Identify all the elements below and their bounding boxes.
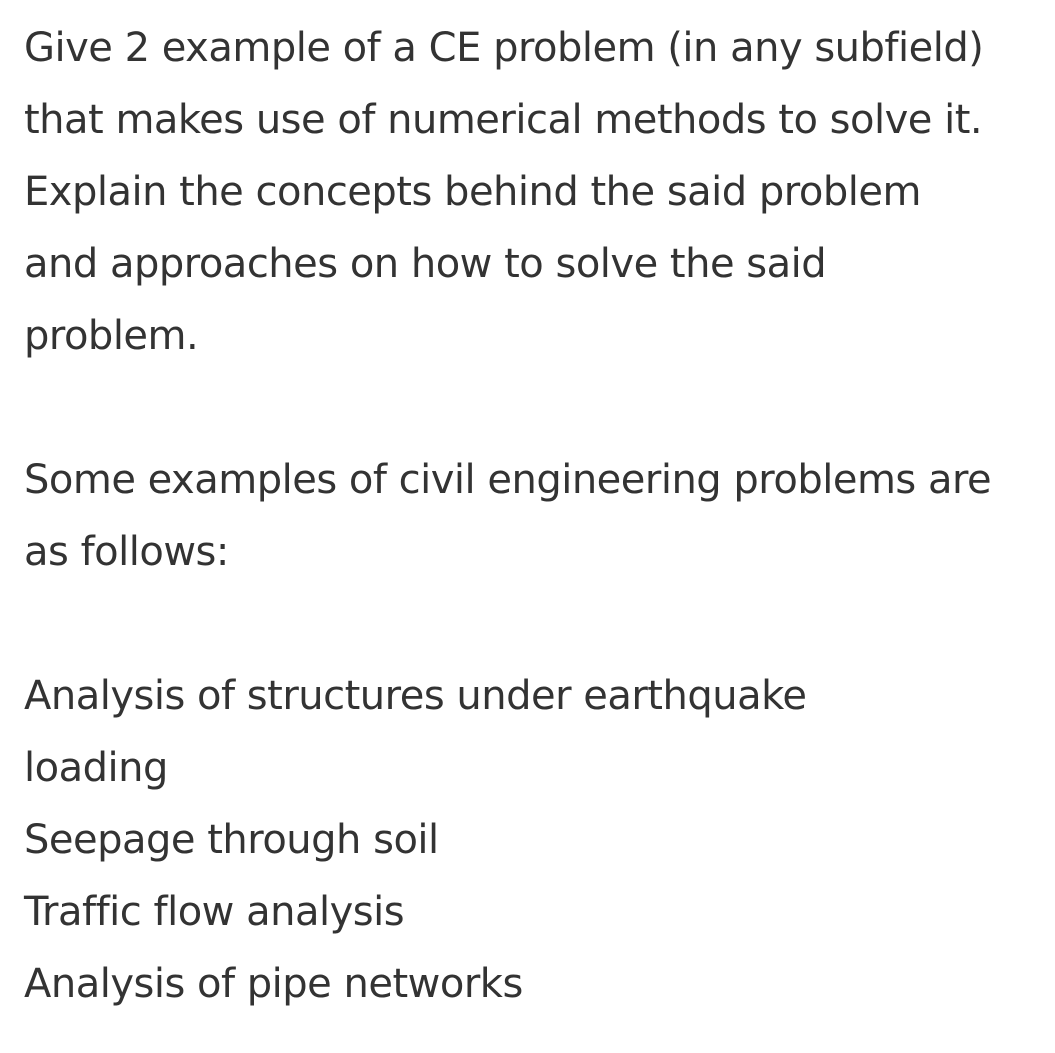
examples-list: [24, 660, 1034, 1020]
list-item: Analysis of pipe networks: [24, 961, 523, 1007]
paragraph-gap: [24, 588, 1034, 660]
paragraph-gap: [24, 372, 1034, 444]
answer-intro: Some examples of civil engineering problems are as follows:: [24, 457, 992, 575]
list-item: Seepage through soil: [24, 817, 439, 863]
question-text: Give 2 example of a CE problem (in any subfield) that makes use of numerical methods to solve it. Explain the concepts behind the said problem and approaches on how to solve the said problem.: [24, 25, 984, 359]
document-body: [24, 12, 1034, 1020]
list-item: Analysis of structures under earthquake loading: [24, 673, 807, 791]
list-item: Traffic flow analysis: [24, 889, 405, 935]
